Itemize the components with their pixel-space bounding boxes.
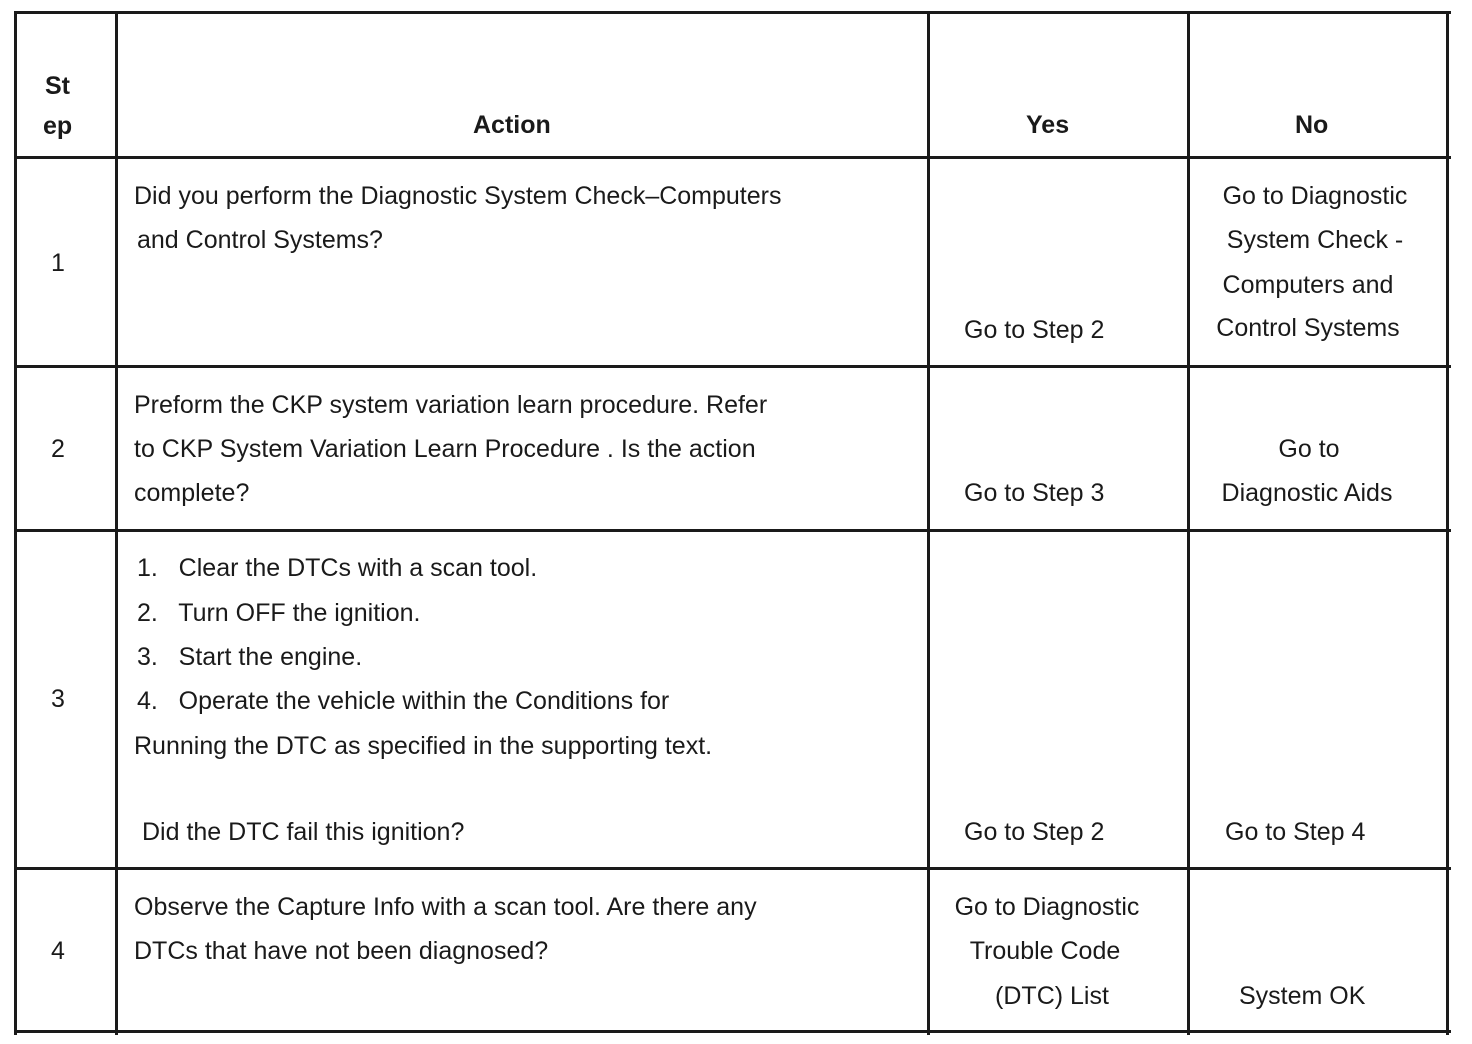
action-text: Observe the Capture Info with a scan tool. Are there any [134,893,757,921]
yes-text: Go to Step 2 [964,818,1105,846]
diagnostic-table [14,11,1451,1035]
action-text: Did the DTC fail this ignition? [142,818,465,846]
yes-text: Go to Step 2 [964,316,1105,344]
table-rule [1187,11,1190,1035]
action-text: Did you perform the Diagnostic System Check–Computers [134,182,782,210]
table-rule [14,11,1451,14]
yes-text: Trouble Code [969,937,1121,965]
action-text: to CKP System Variation Learn Procedure . Is the action [134,435,756,463]
yes-text: Go to Diagnostic [954,893,1140,921]
no-text: Go to [1278,435,1340,463]
step-number: 4 [51,937,65,965]
action-text: and Control Systems? [137,226,383,254]
no-text: System Check - [1226,226,1404,254]
action-text: 4. Operate the vehicle within the Conditions for [137,687,670,715]
step-number: 2 [51,435,65,463]
no-text: System OK [1239,982,1366,1010]
table-rule [14,1030,1451,1033]
table-rule [14,11,17,1035]
no-text: Diagnostic Aids [1221,479,1393,507]
yes-text: (DTC) List [995,982,1109,1010]
header-step: St [45,72,70,100]
action-text: complete? [134,479,250,507]
table-rule [14,867,1451,870]
action-text: Running the DTC as specified in the supporting text. [134,732,713,760]
no-text: Computers and [1222,271,1394,299]
header-no: No [1295,111,1329,139]
table-rule [115,11,118,1035]
table-rule [927,11,930,1035]
header-yes: Yes [1026,111,1070,139]
action-text: 3. Start the engine. [137,643,363,671]
action-text: 1. Clear the DTCs with a scan tool. [137,554,538,582]
header-action: Action [473,111,551,139]
no-text: Control Systems [1216,314,1400,342]
no-text: Go to Diagnostic [1222,182,1408,210]
action-text: Preform the CKP system variation learn procedure. Refer [134,391,768,419]
step-number: 3 [51,685,65,713]
header-step: ep [43,112,73,140]
yes-text: Go to Step 3 [964,479,1105,507]
table-rule [14,529,1451,532]
table-rule [1446,11,1449,1035]
table-rule [14,156,1451,159]
table-rule [14,365,1451,368]
action-text: 2. Turn OFF the ignition. [137,599,421,627]
step-number: 1 [51,249,65,277]
no-text: Go to Step 4 [1225,818,1366,846]
action-text: DTCs that have not been diagnosed? [134,937,549,965]
